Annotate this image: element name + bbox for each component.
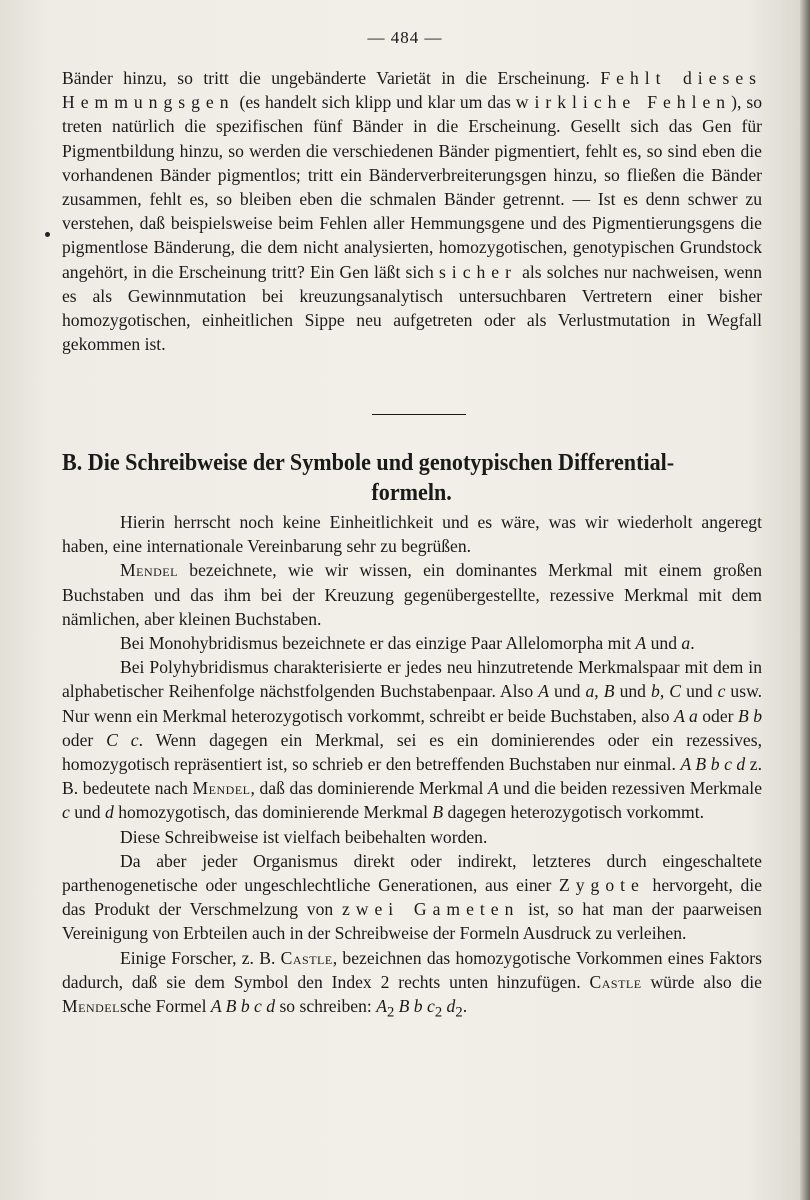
text-run: . <box>462 996 468 1017</box>
paragraph <box>62 631 762 655</box>
paragraph <box>62 655 762 824</box>
symbol: B <box>432 802 444 823</box>
text-run: bezeichnete, wie wir wissen, ein dominantes Merkmal mit einem großen Buchstaben und das ihm bei der Kreuzung gegenübergestellte, rezessive Merkmal mit dem nämlichen, aber kleinen Buchstaben. <box>62 560 762 629</box>
text-run: ist, so hat man der paarweisen Vereinigung von Erbteilen auch in der Schreibweise der Formeln Ausdruck zu verleihen. <box>62 899 762 944</box>
text-run: so schreiben: <box>275 996 377 1017</box>
subscript: 2 <box>434 1004 443 1021</box>
symbol: A <box>538 681 549 702</box>
spaced-emphasis: zwei Gameten <box>341 899 520 920</box>
text-run: und <box>681 681 718 702</box>
symbol: a <box>585 681 595 702</box>
text-run: usw. Nur wenn ein Merkmal heterozygotisch vorkommt, schreibt er beide Buchstaben, also <box>62 681 763 726</box>
text-run: und <box>548 681 586 702</box>
text-run: . Wenn dagegen ein Merkmal, sei es ein dominierendes oder ein rezessives, homozygotisch repräsentiert ist, so schrieb er den betreffenden Buchstaben nur einmal. <box>62 729 762 775</box>
text-run: , <box>659 681 670 702</box>
symbol: A <box>487 778 499 799</box>
symbol: B b <box>737 705 763 726</box>
formula: A B b c d <box>680 754 746 775</box>
paragraph <box>62 558 762 631</box>
subscript: 2 <box>386 1004 395 1021</box>
text-run: und die beiden rezessiven Merkmale <box>498 778 762 799</box>
symbol: c <box>717 681 726 702</box>
paragraph <box>62 825 762 849</box>
symbol: d <box>442 996 456 1017</box>
text-run: . <box>690 633 695 654</box>
symbol: C <box>669 681 682 702</box>
text-run: Bei Polyhybridismus charakterisierte er jedes neu hinzutretende Merkmalspaar mit dem in alphabetischer Reihenfolge nächstfolgenden Buchstabenpaar. Also <box>62 657 762 702</box>
text-run: Da aber jeder Organismus direkt oder indirekt, letzteres durch eingeschaltete parthenogenetische oder ungeschlechtliche Generationen, aus einer <box>62 850 762 896</box>
spaced-emphasis: sicher <box>438 261 517 282</box>
symbol: A <box>635 633 647 654</box>
text-run: ), so treten natürlich die spezifischen fünf Bänder in die Erscheinung. Gesellt sich das Gen für Pigmentbildung hinzu, so werden die verschiedenen Bänder pigmentiert, fehlt es, so sind eben die vorhandenen Bänder pigmentlos; tritt ein Bänderverbreiterungsgen hinzu, so fließen die Bänder zusammen, fehlt es, so bleiben eben die schmalen Bänder getrennt. — Ist es denn schwer zu verstehen, daß beispielsweise beim Fehlen aller Hemmungsgene und des Pigmentierungsgens die pigmentlose Bänderung, die dem nicht analysierten, homozygotischen, genotypischen Grundstock angehört, in die Erscheinung tritt? Ein Gen läßt sich <box>62 92 762 282</box>
heading-line-1: B. Die Schreibweise der Symbole und genotypischen Differential- <box>62 450 675 476</box>
book-spine-shadow <box>800 0 810 1200</box>
text-run: Hierin herrscht noch keine Einheitlichkeit und es wäre, was wir wiederholt angeregt haben, eine internationale Vereinbarung sehr zu begrüßen. <box>62 512 762 557</box>
symbol: d <box>105 802 114 823</box>
symbol: C c <box>106 729 139 750</box>
text-run: z. B. bedeutete nach <box>62 754 762 799</box>
heading-line-2: formeln. <box>371 480 452 506</box>
text-run: Bänder hinzu, so tritt die ungebänderte Varietät in die Erscheinung. <box>62 68 601 88</box>
symbol: A <box>376 996 387 1017</box>
section-a-text <box>62 66 762 356</box>
text-run: sche Formel <box>119 996 211 1017</box>
text-run: , daß das dominierende Merkmal <box>250 778 488 799</box>
spaced-emphasis: Zygote <box>559 875 645 896</box>
page-number: — 484 — <box>367 28 443 47</box>
text-run: hervorgeht, die das Produkt der Verschmelzung von <box>62 875 762 920</box>
author-name: Mendel <box>62 996 120 1017</box>
paragraph <box>62 510 762 558</box>
formula: A B b c d <box>210 996 276 1017</box>
symbol: B b c <box>394 996 435 1017</box>
text-run: dagegen heterozygotisch vorkommt. <box>443 802 705 823</box>
text-run: (es handelt sich klipp und klar um das <box>234 92 516 113</box>
symbol: A a <box>674 705 698 726</box>
text-run: , bezeichnen das homozygotische Vorkommen eines Faktors dadurch, daß sie dem Symbol den Index 2 rechts unten hinzufügen. <box>62 947 762 992</box>
text-run: als solches nur nachweisen, wenn es als Gewinnmutation bei kreuzungsanalytisch untersuchbaren Vertretern einer bisher homozygotischen, einheitlichen Sippe neu aufgetreten oder als Verlustmutation in Wegfall gekommen ist. <box>62 261 762 355</box>
author-name: Mendel <box>120 560 178 581</box>
section-heading <box>62 448 706 508</box>
author-name: Mendel <box>192 778 251 799</box>
symbol: c <box>62 802 70 823</box>
text-run: und <box>646 633 682 654</box>
text-run: oder <box>697 705 738 726</box>
symbol: B <box>603 681 615 702</box>
section-divider <box>372 414 466 415</box>
symbol: a <box>681 633 691 654</box>
print-speck <box>45 232 50 237</box>
spaced-emphasis: wirkliche Fehlen <box>515 92 732 113</box>
symbol: b <box>651 681 660 702</box>
author-name: Castle <box>280 947 333 968</box>
text-run: und <box>69 802 105 823</box>
text-run: Einige Forscher, z. B. <box>120 947 281 968</box>
section-b-text <box>62 510 762 1025</box>
text-run: oder <box>62 729 107 750</box>
subscript: 2 <box>455 1004 463 1021</box>
text-run: würde also die <box>641 971 762 992</box>
text-run: homozygotisch, das dominierende Merkmal <box>113 802 433 823</box>
paragraph <box>62 849 762 946</box>
text-run: , <box>594 681 604 702</box>
text-run: Diese Schreibweise ist vielfach beibehalten worden. <box>120 826 488 847</box>
paragraph <box>62 66 762 356</box>
author-name: Castle <box>589 971 642 992</box>
text-run: und <box>614 681 652 702</box>
spaced-emphasis: Fehlt dieses Hemmungsgen <box>62 68 763 113</box>
text-run: Bei Monohybridismus bezeichnete er das einzige Paar Allelomorpha mit <box>120 633 636 654</box>
paragraph <box>62 946 762 1025</box>
